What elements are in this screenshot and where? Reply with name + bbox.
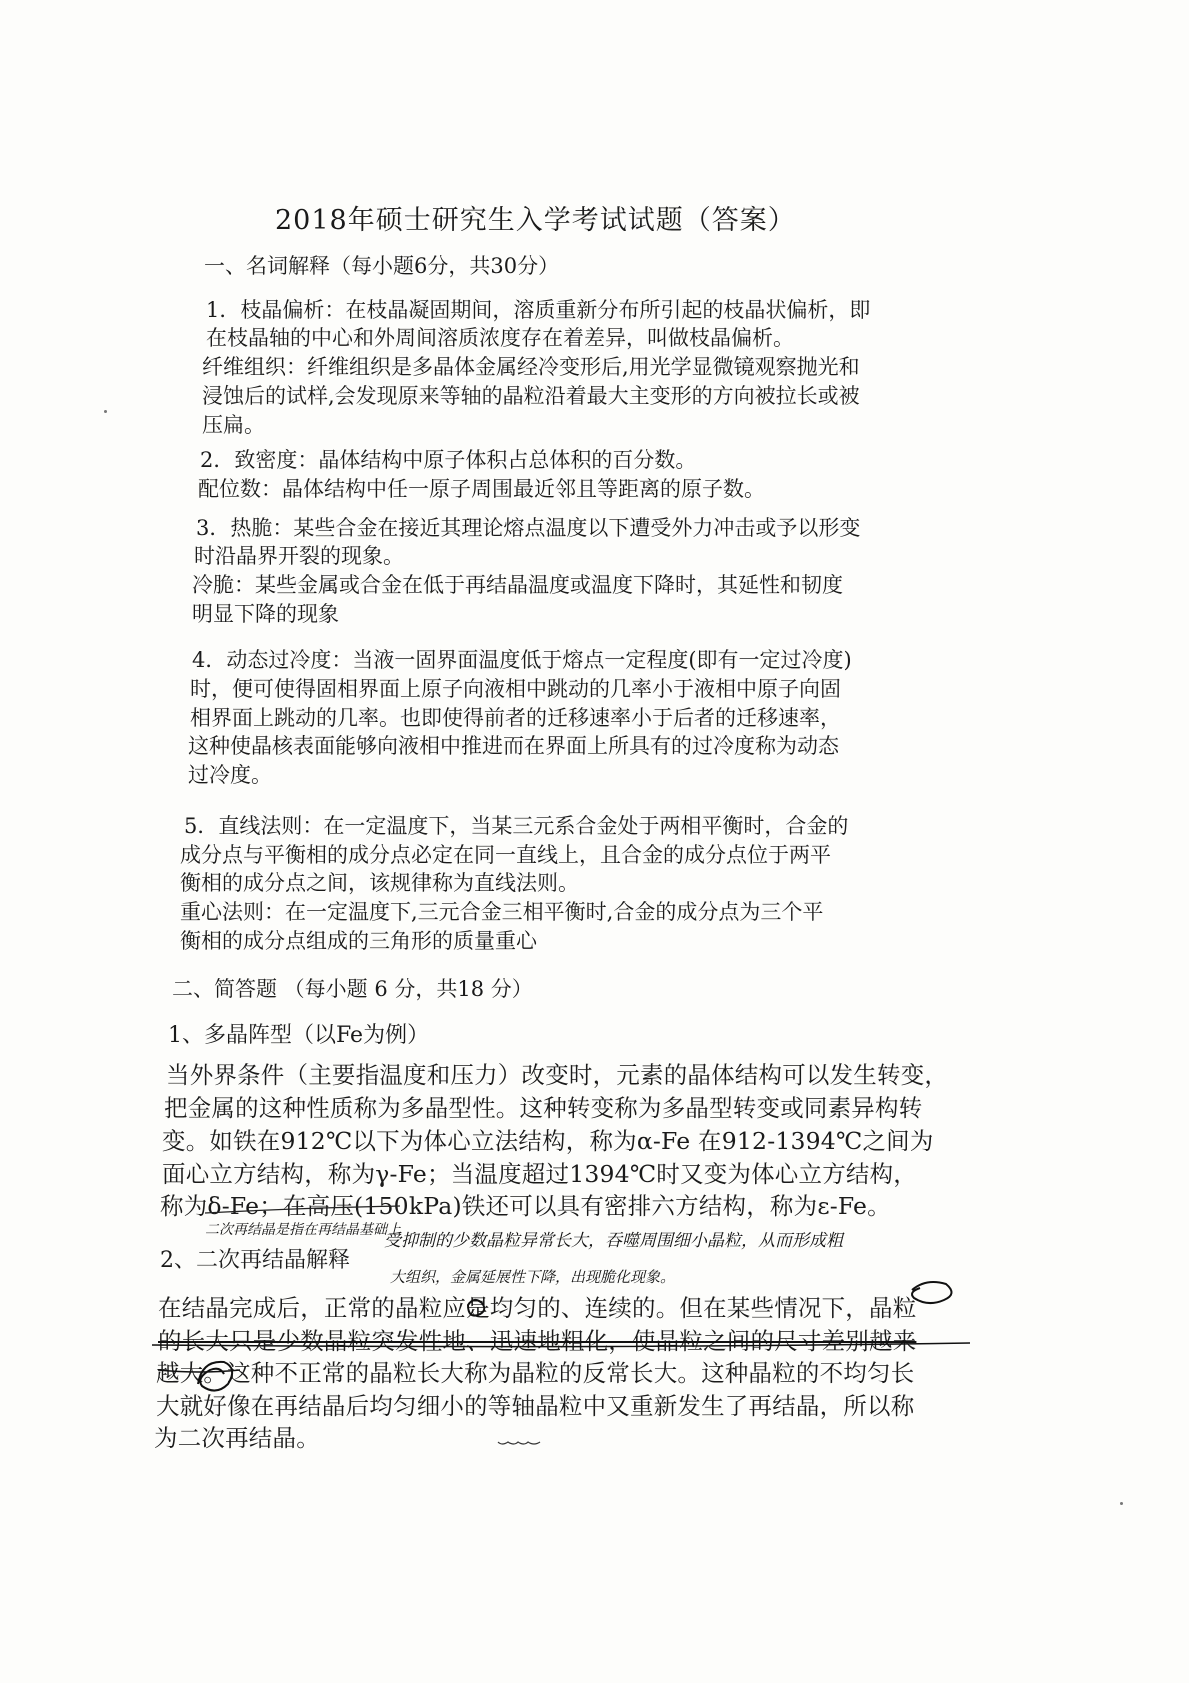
text-line: 大就好像在再结晶后均匀细小的等轴晶粒中又重新发生了再结晶，所以称: [156, 1392, 915, 1420]
text-line: 5．直线法则：在一定温度下，当某三元系合金处于两相平衡时，合金的: [184, 814, 849, 838]
text-line: 变。如铁在912℃以下为体心立法结构，称为α-Fe 在912-1394℃之间为: [162, 1127, 934, 1155]
text-line: 面心立方结构，称为γ-Fe；当温度超过1394℃时又变为体心立方结构，: [162, 1160, 918, 1188]
text-line: 重心法则：在一定温度下,三元合金三相平衡时,合金的成分点为三个平: [180, 900, 824, 924]
text-line: 把金属的这种性质称为多晶型性。这种转变称为多晶型转变或同素异构转: [164, 1094, 923, 1122]
text-line: 明显下降的现象: [192, 602, 339, 626]
handwritten-note: 二次再结晶是指在再结晶基础上: [205, 1222, 401, 1238]
text-line: 衡相的成分点组成的三角形的质量重心: [180, 929, 537, 953]
scribble-mark: [912, 1282, 952, 1303]
text-line: 时，便可使得固相界面上原子向液相中跳动的几率小于液相中原子向固: [190, 677, 841, 701]
page-title: 2018年硕士研究生入学考试试题（答案）: [275, 205, 796, 236]
text-line: 这种使晶核表面能够向液相中推进而在界面上所具有的过冷度称为动态: [188, 734, 839, 758]
question-title: 2、二次再结晶解释: [160, 1248, 350, 1273]
scan-speck: [1120, 1502, 1123, 1505]
text-line: 衡相的成分点之间，该规律称为直线法则。: [180, 871, 579, 895]
struck-text-line: 的长大只是少数晶粒突发性地、迅速地粗化，使晶粒之间的尺寸差别越来: [158, 1327, 917, 1355]
text-line: 在结晶完成后，正常的晶粒应是均匀的、连续的。但在某些情况下，晶粒: [158, 1294, 917, 1322]
question-title: 1、多晶阵型（以Fe为例）: [168, 1023, 430, 1048]
handwritten-note: 受抑制的少数晶粒异常长大，吞噬周围细小晶粒，从而形成粗: [384, 1231, 843, 1251]
text-line: 冷脆：某些金属或合金在低于再结晶温度或温度下降时，其延性和韧度: [192, 573, 843, 597]
scribble-mark: [498, 1442, 540, 1444]
text-line: 配位数：晶体结构中任一原子周围最近邻且等距离的原子数。: [198, 477, 765, 501]
handwritten-note: 大组织，金属延展性下降，出现脆化现象。: [390, 1268, 676, 1286]
text-line: 浸蚀后的试样,会发现原来等轴的晶粒沿着最大主变形的方向被拉长或被: [202, 384, 860, 408]
text-line: 纤维组织：纤维组织是多晶体金属经冷变形后,用光学显微镜观察抛光和: [202, 355, 860, 379]
scan-speck: [104, 410, 107, 413]
text-line: 1．枝晶偏析：在枝晶凝固期间，溶质重新分布所引起的枝晶状偏析，即: [206, 298, 871, 322]
text-line: 4．动态过冷度：当液一固界面温度低于熔点一定程度(即有一定过冷度): [192, 648, 852, 672]
text-line: 越大。这种不正常的晶粒长大称为晶粒的反常长大。这种晶粒的不均匀长: [156, 1359, 915, 1387]
text-line: 2．致密度：晶体结构中原子体积占总体积的百分数。: [200, 448, 697, 472]
text-line: 在枝晶轴的中心和外周间溶质浓度存在着差异，叫做枝晶偏析。: [206, 326, 794, 350]
text-line: 压扁。: [202, 413, 265, 437]
text-line: 称为δ-Fe；在高压(150kPa)铁还可以具有密排六方结构，称为ε-Fe。: [160, 1192, 891, 1220]
text-line: 当外界条件（主要指温度和压力）改变时，元素的晶体结构可以发生转变，: [166, 1061, 949, 1089]
text-line: 为二次再结晶。: [154, 1424, 320, 1452]
section1-heading: 一、名词解释（每小题6分，共30分）: [204, 254, 560, 278]
text-line: 过冷度。: [188, 763, 272, 787]
text-line: 时沿晶界开裂的现象。: [194, 544, 404, 568]
text-line: 相界面上跳动的几率。也即使得前者的迁移速率小于后者的迁移速率，: [190, 706, 841, 730]
text-line: 3．热脆：某些合金在接近其理论熔点温度以下遭受外力冲击或予以形变: [196, 516, 861, 540]
text-line: 成分点与平衡相的成分点必定在同一直线上，且合金的成分点位于两平: [180, 843, 831, 867]
section2-heading: 二、简答题 （每小题 6 分，共18 分）: [172, 977, 533, 1001]
